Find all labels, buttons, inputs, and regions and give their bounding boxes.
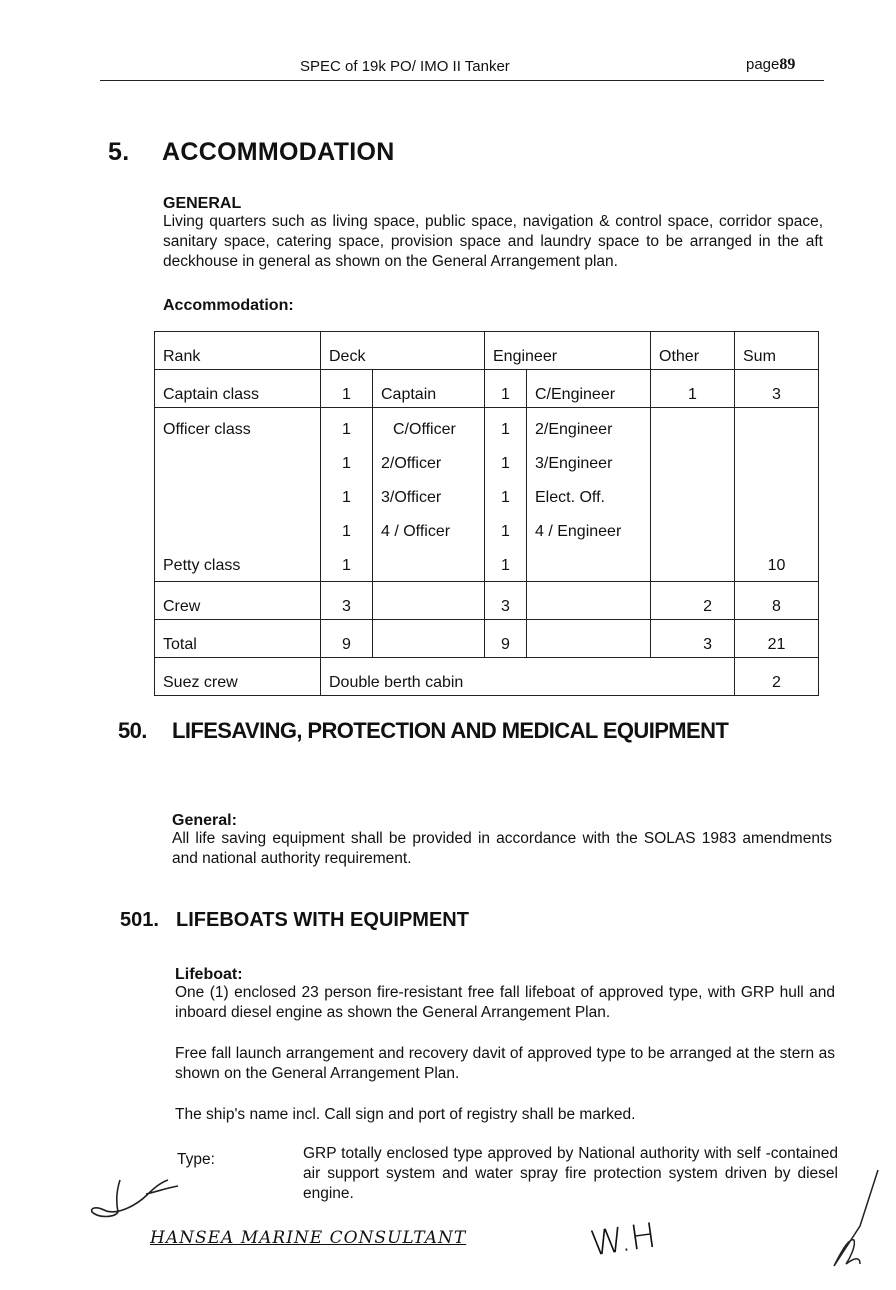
lifeboat-paragraph: One (1) enclosed 23 person fire-resistant free fall lifeboat of approved type, with GRP hull and inboard diesel engine as shown the General Arrangement Plan. (175, 984, 835, 1021)
table-row (155, 408, 819, 582)
deck-count-cell: 9 (321, 620, 373, 658)
header-sum: Sum (735, 332, 819, 370)
engineer-count-cell: 3 (485, 582, 527, 620)
deck-position-cell (373, 408, 485, 582)
section-50-number: 50. (118, 718, 147, 743)
deck-position: 2/Officer (381, 455, 442, 472)
page-number: page89 (746, 56, 796, 73)
type-label: Type: (177, 1151, 215, 1168)
signature-left-icon (86, 1172, 186, 1232)
engineer-count: 1 (501, 489, 510, 506)
deck-count: 1 (342, 489, 351, 506)
other-cell: 1 (651, 370, 735, 408)
deck-count: 1 (342, 421, 351, 438)
engineer-position-cell (527, 582, 651, 620)
header-rank: Rank (155, 332, 321, 370)
table-row (155, 620, 819, 658)
engineer-position-cell (527, 408, 651, 582)
table-row (155, 582, 819, 620)
other-cell (651, 408, 735, 582)
deck-count-cell (321, 408, 373, 582)
deck-count: 1 (342, 557, 351, 574)
section-5-title: ACCOMMODATION (162, 138, 395, 166)
deck-count: 1 (342, 523, 351, 540)
header-other: Other (651, 332, 735, 370)
sum-cell: 21 (735, 620, 819, 658)
engineer-position: 3/Engineer (535, 455, 613, 472)
accommodation-heading: Accommodation: (163, 297, 294, 314)
engineer-position: Elect. Off. (535, 489, 605, 506)
section-501-title: LIFEBOATS WITH EQUIPMENT (176, 909, 469, 931)
other-cell: 3 (651, 620, 735, 658)
engineer-count: 1 (501, 557, 510, 574)
general-subheading: General: (172, 812, 237, 829)
header-divider (100, 80, 824, 81)
rank-cell: Captain class (155, 370, 321, 408)
header-engineer: Engineer (485, 332, 651, 370)
rank-cell: Suez crew (155, 658, 321, 696)
rank-cell: Total (155, 620, 321, 658)
engineer-position: 4 / Engineer (535, 523, 622, 540)
engineer-count: 1 (501, 455, 510, 472)
general-paragraph: All life saving equipment shall be provided in accordance with the SOLAS 1983 amendments and national authority requirement. (172, 830, 832, 867)
engineer-position: 2/Engineer (535, 421, 613, 438)
officer-sum: 10 (767, 557, 786, 574)
petty-class-label: Petty class (163, 557, 241, 574)
general-paragraph: Living quarters such as living space, public space, navigation & control space, corridor space, sanitary space, catering space, provision space and laundry space to be arranged in the aft deckhouse in general as shown on the General Arrangement plan. (163, 213, 823, 270)
engineer-count-cell: 9 (485, 620, 527, 658)
table-header-row (155, 332, 819, 370)
table-row (155, 370, 819, 408)
section-5-number: 5. (108, 138, 130, 166)
other-cell: 2 (651, 582, 735, 620)
accommodation-table (154, 331, 819, 696)
deck-position-cell (373, 620, 485, 658)
initials-signature: W.H (587, 1215, 659, 1265)
deck-count-cell: 1 (321, 370, 373, 408)
marking-paragraph: The ship's name incl. Call sign and port of registry shall be marked. (175, 1106, 636, 1123)
signature-right-icon (826, 1166, 882, 1270)
launch-paragraph: Free fall launch arrangement and recovery davit of approved type to be arranged at the stern as shown on the General Arrangement Plan. (175, 1045, 835, 1082)
sum-cell: 2 (735, 658, 819, 696)
consultant-stamp: HANSEA MARINE CONSULTANT (150, 1228, 467, 1248)
deck-count: 1 (342, 455, 351, 472)
deck-position-cell (373, 582, 485, 620)
sum-cell: 3 (735, 370, 819, 408)
type-description: GRP totally enclosed type approved by National authority with self -contained air support system and water spray fire protection system driven by diesel engine. (303, 1145, 838, 1202)
header-deck: Deck (321, 332, 485, 370)
deck-position: 3/Officer (381, 489, 442, 506)
deck-position-cell: Captain (373, 370, 485, 408)
sum-cell (735, 408, 819, 582)
engineer-count-cell (485, 408, 527, 582)
lifeboat-heading: Lifeboat: (175, 966, 243, 983)
table-row (155, 658, 819, 696)
section-501-number: 501. (120, 909, 159, 931)
deck-count-cell: 3 (321, 582, 373, 620)
engineer-position-cell (527, 620, 651, 658)
rank-cell: Crew (155, 582, 321, 620)
header-title: SPEC of 19k PO/ IMO II Tanker (300, 58, 510, 75)
rank-cell (155, 408, 321, 582)
deck-position: C/Officer (393, 421, 456, 438)
engineer-count: 1 (501, 523, 510, 540)
deck-position: 4 / Officer (381, 523, 451, 540)
engineer-count-cell: 1 (485, 370, 527, 408)
sum-cell: 8 (735, 582, 819, 620)
officer-class-label: Officer class (163, 421, 251, 438)
general-heading: GENERAL (163, 195, 242, 212)
section-50-title: LIFESAVING, PROTECTION AND MEDICAL EQUIPMENT (172, 718, 729, 743)
engineer-position-cell: C/Engineer (527, 370, 651, 408)
description-cell: Double berth cabin (321, 658, 735, 696)
engineer-count: 1 (501, 421, 510, 438)
